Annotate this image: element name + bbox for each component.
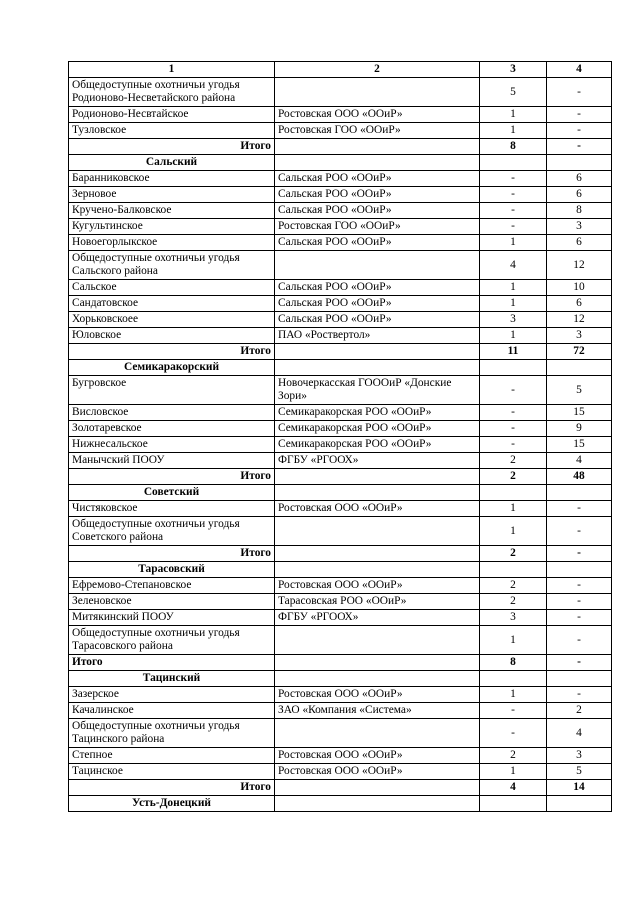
- value-col3: 2: [480, 594, 547, 610]
- value-col4: 14: [547, 780, 612, 796]
- hunting-ground-name: Зеленовское: [69, 594, 275, 610]
- hunting-ground-name: Кугультинское: [69, 219, 275, 235]
- hunting-ground-name: Итого: [69, 469, 275, 485]
- value-col3: -: [480, 719, 547, 748]
- table-row: [69, 251, 612, 280]
- value-col3: [480, 796, 547, 812]
- hunting-ground-name: Итого: [69, 344, 275, 360]
- hunting-ground-name: Зазерское: [69, 687, 275, 703]
- organization: [275, 655, 480, 671]
- value-col4: 72: [547, 344, 612, 360]
- value-col4: -: [547, 107, 612, 123]
- organization: Ростовская ГОО «ООиР»: [275, 219, 480, 235]
- value-col3: 1: [480, 328, 547, 344]
- district-row: [69, 155, 612, 171]
- hunting-ground-name: Тарасовский: [69, 562, 275, 578]
- organization: Сальская РОО «ООиР»: [275, 296, 480, 312]
- organization: Ростовская ООО «ООиР»: [275, 501, 480, 517]
- value-col3: 2: [480, 748, 547, 764]
- value-col4: 6: [547, 171, 612, 187]
- organization: [275, 469, 480, 485]
- value-col4: -: [547, 139, 612, 155]
- value-col3: 1: [480, 280, 547, 296]
- hunting-ground-name: Родионово-Несвтайское: [69, 107, 275, 123]
- value-col4: -: [547, 123, 612, 139]
- value-col4: -: [547, 501, 612, 517]
- value-col4: 8: [547, 203, 612, 219]
- value-col3: [480, 671, 547, 687]
- value-col4: -: [547, 687, 612, 703]
- organization: ФГБУ «РГООХ»: [275, 453, 480, 469]
- table-row: [69, 376, 612, 405]
- table-row: [69, 280, 612, 296]
- value-col4: 3: [547, 328, 612, 344]
- table-row: [69, 626, 612, 655]
- table-row: [69, 107, 612, 123]
- value-col4: 15: [547, 437, 612, 453]
- table-row: [69, 764, 612, 780]
- hunting-ground-name: Хорьковскоее: [69, 312, 275, 328]
- hunting-ground-name: Ефремово-Степановское: [69, 578, 275, 594]
- table-row: [69, 594, 612, 610]
- organization: [275, 344, 480, 360]
- value-col4: 3: [547, 219, 612, 235]
- value-col3: 2: [480, 578, 547, 594]
- hunting-ground-name: Новоегорлыкское: [69, 235, 275, 251]
- value-col3: 2: [480, 453, 547, 469]
- total-row: [69, 546, 612, 562]
- table-header-row: [69, 62, 612, 78]
- hunting-ground-name: Общедоступные охотничьи угодья Сальского района: [69, 251, 275, 280]
- hunting-ground-name: Общедоступные охотничьи угодья Тарасовского района: [69, 626, 275, 655]
- value-col3: 2: [480, 469, 547, 485]
- hunting-ground-name: Золотаревское: [69, 421, 275, 437]
- value-col3: -: [480, 405, 547, 421]
- organization: ЗАО «Компания «Система»: [275, 703, 480, 719]
- value-col3: [480, 155, 547, 171]
- total-row: [69, 655, 612, 671]
- value-col3: 8: [480, 139, 547, 155]
- value-col4: -: [547, 517, 612, 546]
- value-col4: 6: [547, 296, 612, 312]
- total-row: [69, 344, 612, 360]
- hunting-ground-name: Сандатовское: [69, 296, 275, 312]
- hunting-ground-name: Тузловское: [69, 123, 275, 139]
- hunting-grounds-table: [68, 61, 612, 812]
- table-row: [69, 328, 612, 344]
- value-col3: 4: [480, 780, 547, 796]
- value-col4: 10: [547, 280, 612, 296]
- total-row: [69, 139, 612, 155]
- value-col4: -: [547, 655, 612, 671]
- value-col3: 1: [480, 687, 547, 703]
- organization: [275, 78, 480, 107]
- value-col3: -: [480, 219, 547, 235]
- organization: Ростовская ГОО «ООиР»: [275, 123, 480, 139]
- value-col3: 1: [480, 501, 547, 517]
- table-row: [69, 703, 612, 719]
- district-row: [69, 562, 612, 578]
- value-col3: 5: [480, 78, 547, 107]
- value-col3: 8: [480, 655, 547, 671]
- organization: Новочеркасская ГОООиР «Донские Зори»: [275, 376, 480, 405]
- organization: [275, 671, 480, 687]
- value-col4: 5: [547, 764, 612, 780]
- table-row: [69, 437, 612, 453]
- table-row: [69, 296, 612, 312]
- value-col4: 12: [547, 312, 612, 328]
- hunting-ground-name: Висловское: [69, 405, 275, 421]
- hunting-ground-name: Степное: [69, 748, 275, 764]
- organization: [275, 139, 480, 155]
- value-col3: 1: [480, 123, 547, 139]
- value-col3: 1: [480, 517, 547, 546]
- organization: Сальская РОО «ООиР»: [275, 235, 480, 251]
- value-col4: [547, 796, 612, 812]
- organization: Семикаракорская РОО «ООиР»: [275, 405, 480, 421]
- value-col4: -: [547, 626, 612, 655]
- organization: [275, 155, 480, 171]
- organization: Сальская РОО «ООиР»: [275, 280, 480, 296]
- value-col3: -: [480, 703, 547, 719]
- value-col3: 3: [480, 312, 547, 328]
- value-col4: [547, 671, 612, 687]
- hunting-ground-name: Общедоступные охотничьи угодья Тацинского района: [69, 719, 275, 748]
- value-col4: 15: [547, 405, 612, 421]
- table-row: [69, 235, 612, 251]
- organization: [275, 546, 480, 562]
- organization: [275, 517, 480, 546]
- value-col3: 4: [480, 251, 547, 280]
- hunting-ground-name: Бугровское: [69, 376, 275, 405]
- hunting-ground-name: Митякинский ПООУ: [69, 610, 275, 626]
- table-row: [69, 405, 612, 421]
- table-row: [69, 748, 612, 764]
- organization: [275, 719, 480, 748]
- organization: Сальская РОО «ООиР»: [275, 312, 480, 328]
- value-col3: 1: [480, 764, 547, 780]
- value-col4: 12: [547, 251, 612, 280]
- value-col3: 3: [480, 610, 547, 626]
- hunting-ground-name: Нижнесальское: [69, 437, 275, 453]
- district-row: [69, 796, 612, 812]
- value-col3: [480, 485, 547, 501]
- value-col4: [547, 562, 612, 578]
- value-col4: 4: [547, 453, 612, 469]
- hunting-ground-name: Сальское: [69, 280, 275, 296]
- table-row: [69, 187, 612, 203]
- value-col3: 1: [480, 296, 547, 312]
- value-col4: 6: [547, 187, 612, 203]
- total-row: [69, 469, 612, 485]
- organization: Ростовская ООО «ООиР»: [275, 107, 480, 123]
- table-row: [69, 219, 612, 235]
- organization: ПАО «Роствертол»: [275, 328, 480, 344]
- hunting-ground-name: Советский: [69, 485, 275, 501]
- organization: [275, 780, 480, 796]
- value-col4: -: [547, 578, 612, 594]
- table-row: [69, 719, 612, 748]
- hunting-ground-name: Сальский: [69, 155, 275, 171]
- table-row: [69, 171, 612, 187]
- table-body: [69, 62, 612, 812]
- organization: Семикаракорская РОО «ООиР»: [275, 437, 480, 453]
- value-col4: 3: [547, 748, 612, 764]
- hunting-ground-name: Зерновое: [69, 187, 275, 203]
- organization: Тарасовская РОО «ООиР»: [275, 594, 480, 610]
- value-col3: -: [480, 437, 547, 453]
- table-row: [69, 453, 612, 469]
- value-col4: 6: [547, 235, 612, 251]
- hunting-ground-name: Баранниковское: [69, 171, 275, 187]
- value-col3: -: [480, 187, 547, 203]
- value-col4: 4: [547, 719, 612, 748]
- value-col4: [547, 485, 612, 501]
- value-col3: [480, 360, 547, 376]
- table-row: [69, 578, 612, 594]
- organization: [275, 562, 480, 578]
- table-row: [69, 123, 612, 139]
- hunting-ground-name: Кручено-Балковское: [69, 203, 275, 219]
- organization: Ростовская ООО «ООиР»: [275, 764, 480, 780]
- hunting-ground-name: Чистяковское: [69, 501, 275, 517]
- value-col4: 48: [547, 469, 612, 485]
- value-col4: 2: [547, 703, 612, 719]
- table-row: [69, 517, 612, 546]
- total-row: [69, 780, 612, 796]
- organization: [275, 626, 480, 655]
- value-col3: -: [480, 203, 547, 219]
- hunting-ground-name: Итого: [69, 139, 275, 155]
- table-row: [69, 501, 612, 517]
- value-col3: -: [480, 376, 547, 405]
- hunting-ground-name: Итого: [69, 655, 275, 671]
- organization: Сальская РОО «ООиР»: [275, 171, 480, 187]
- column-header: 4: [547, 62, 612, 78]
- organization: [275, 796, 480, 812]
- value-col3: 2: [480, 546, 547, 562]
- value-col4: 9: [547, 421, 612, 437]
- organization: Семикаракорская РОО «ООиР»: [275, 421, 480, 437]
- hunting-ground-name: Итого: [69, 546, 275, 562]
- table-row: [69, 312, 612, 328]
- table-row: [69, 687, 612, 703]
- value-col4: -: [547, 594, 612, 610]
- value-col4: 5: [547, 376, 612, 405]
- value-col3: 1: [480, 107, 547, 123]
- hunting-ground-name: Общедоступные охотничьи угодья Родионово-Несветайского района: [69, 78, 275, 107]
- organization: Ростовская ООО «ООиР»: [275, 748, 480, 764]
- district-row: [69, 671, 612, 687]
- value-col4: [547, 155, 612, 171]
- column-header: 1: [69, 62, 275, 78]
- hunting-ground-name: Юловское: [69, 328, 275, 344]
- value-col4: [547, 360, 612, 376]
- organization: [275, 251, 480, 280]
- column-header: 3: [480, 62, 547, 78]
- table-row: [69, 610, 612, 626]
- hunting-ground-name: Тацинский: [69, 671, 275, 687]
- organization: Сальская РОО «ООиР»: [275, 187, 480, 203]
- organization: Ростовская ООО «ООиР»: [275, 687, 480, 703]
- district-row: [69, 485, 612, 501]
- table-row: [69, 203, 612, 219]
- value-col4: -: [547, 78, 612, 107]
- organization: Сальская РОО «ООиР»: [275, 203, 480, 219]
- hunting-ground-name: Общедоступные охотничьи угодья Советского района: [69, 517, 275, 546]
- hunting-ground-name: Манычский ПООУ: [69, 453, 275, 469]
- value-col3: -: [480, 171, 547, 187]
- value-col4: -: [547, 610, 612, 626]
- value-col3: [480, 562, 547, 578]
- organization: [275, 360, 480, 376]
- value-col3: -: [480, 421, 547, 437]
- value-col3: 1: [480, 235, 547, 251]
- value-col3: 1: [480, 626, 547, 655]
- district-row: [69, 360, 612, 376]
- column-header: 2: [275, 62, 480, 78]
- value-col4: -: [547, 546, 612, 562]
- table-row: [69, 78, 612, 107]
- organization: Ростовская ООО «ООиР»: [275, 578, 480, 594]
- organization: [275, 485, 480, 501]
- organization: ФГБУ «РГООХ»: [275, 610, 480, 626]
- value-col3: 11: [480, 344, 547, 360]
- hunting-ground-name: Качалинское: [69, 703, 275, 719]
- table-row: [69, 421, 612, 437]
- hunting-ground-name: Семикаракорский: [69, 360, 275, 376]
- hunting-ground-name: Итого: [69, 780, 275, 796]
- hunting-ground-name: Усть-Донецкий: [69, 796, 275, 812]
- hunting-ground-name: Тацинское: [69, 764, 275, 780]
